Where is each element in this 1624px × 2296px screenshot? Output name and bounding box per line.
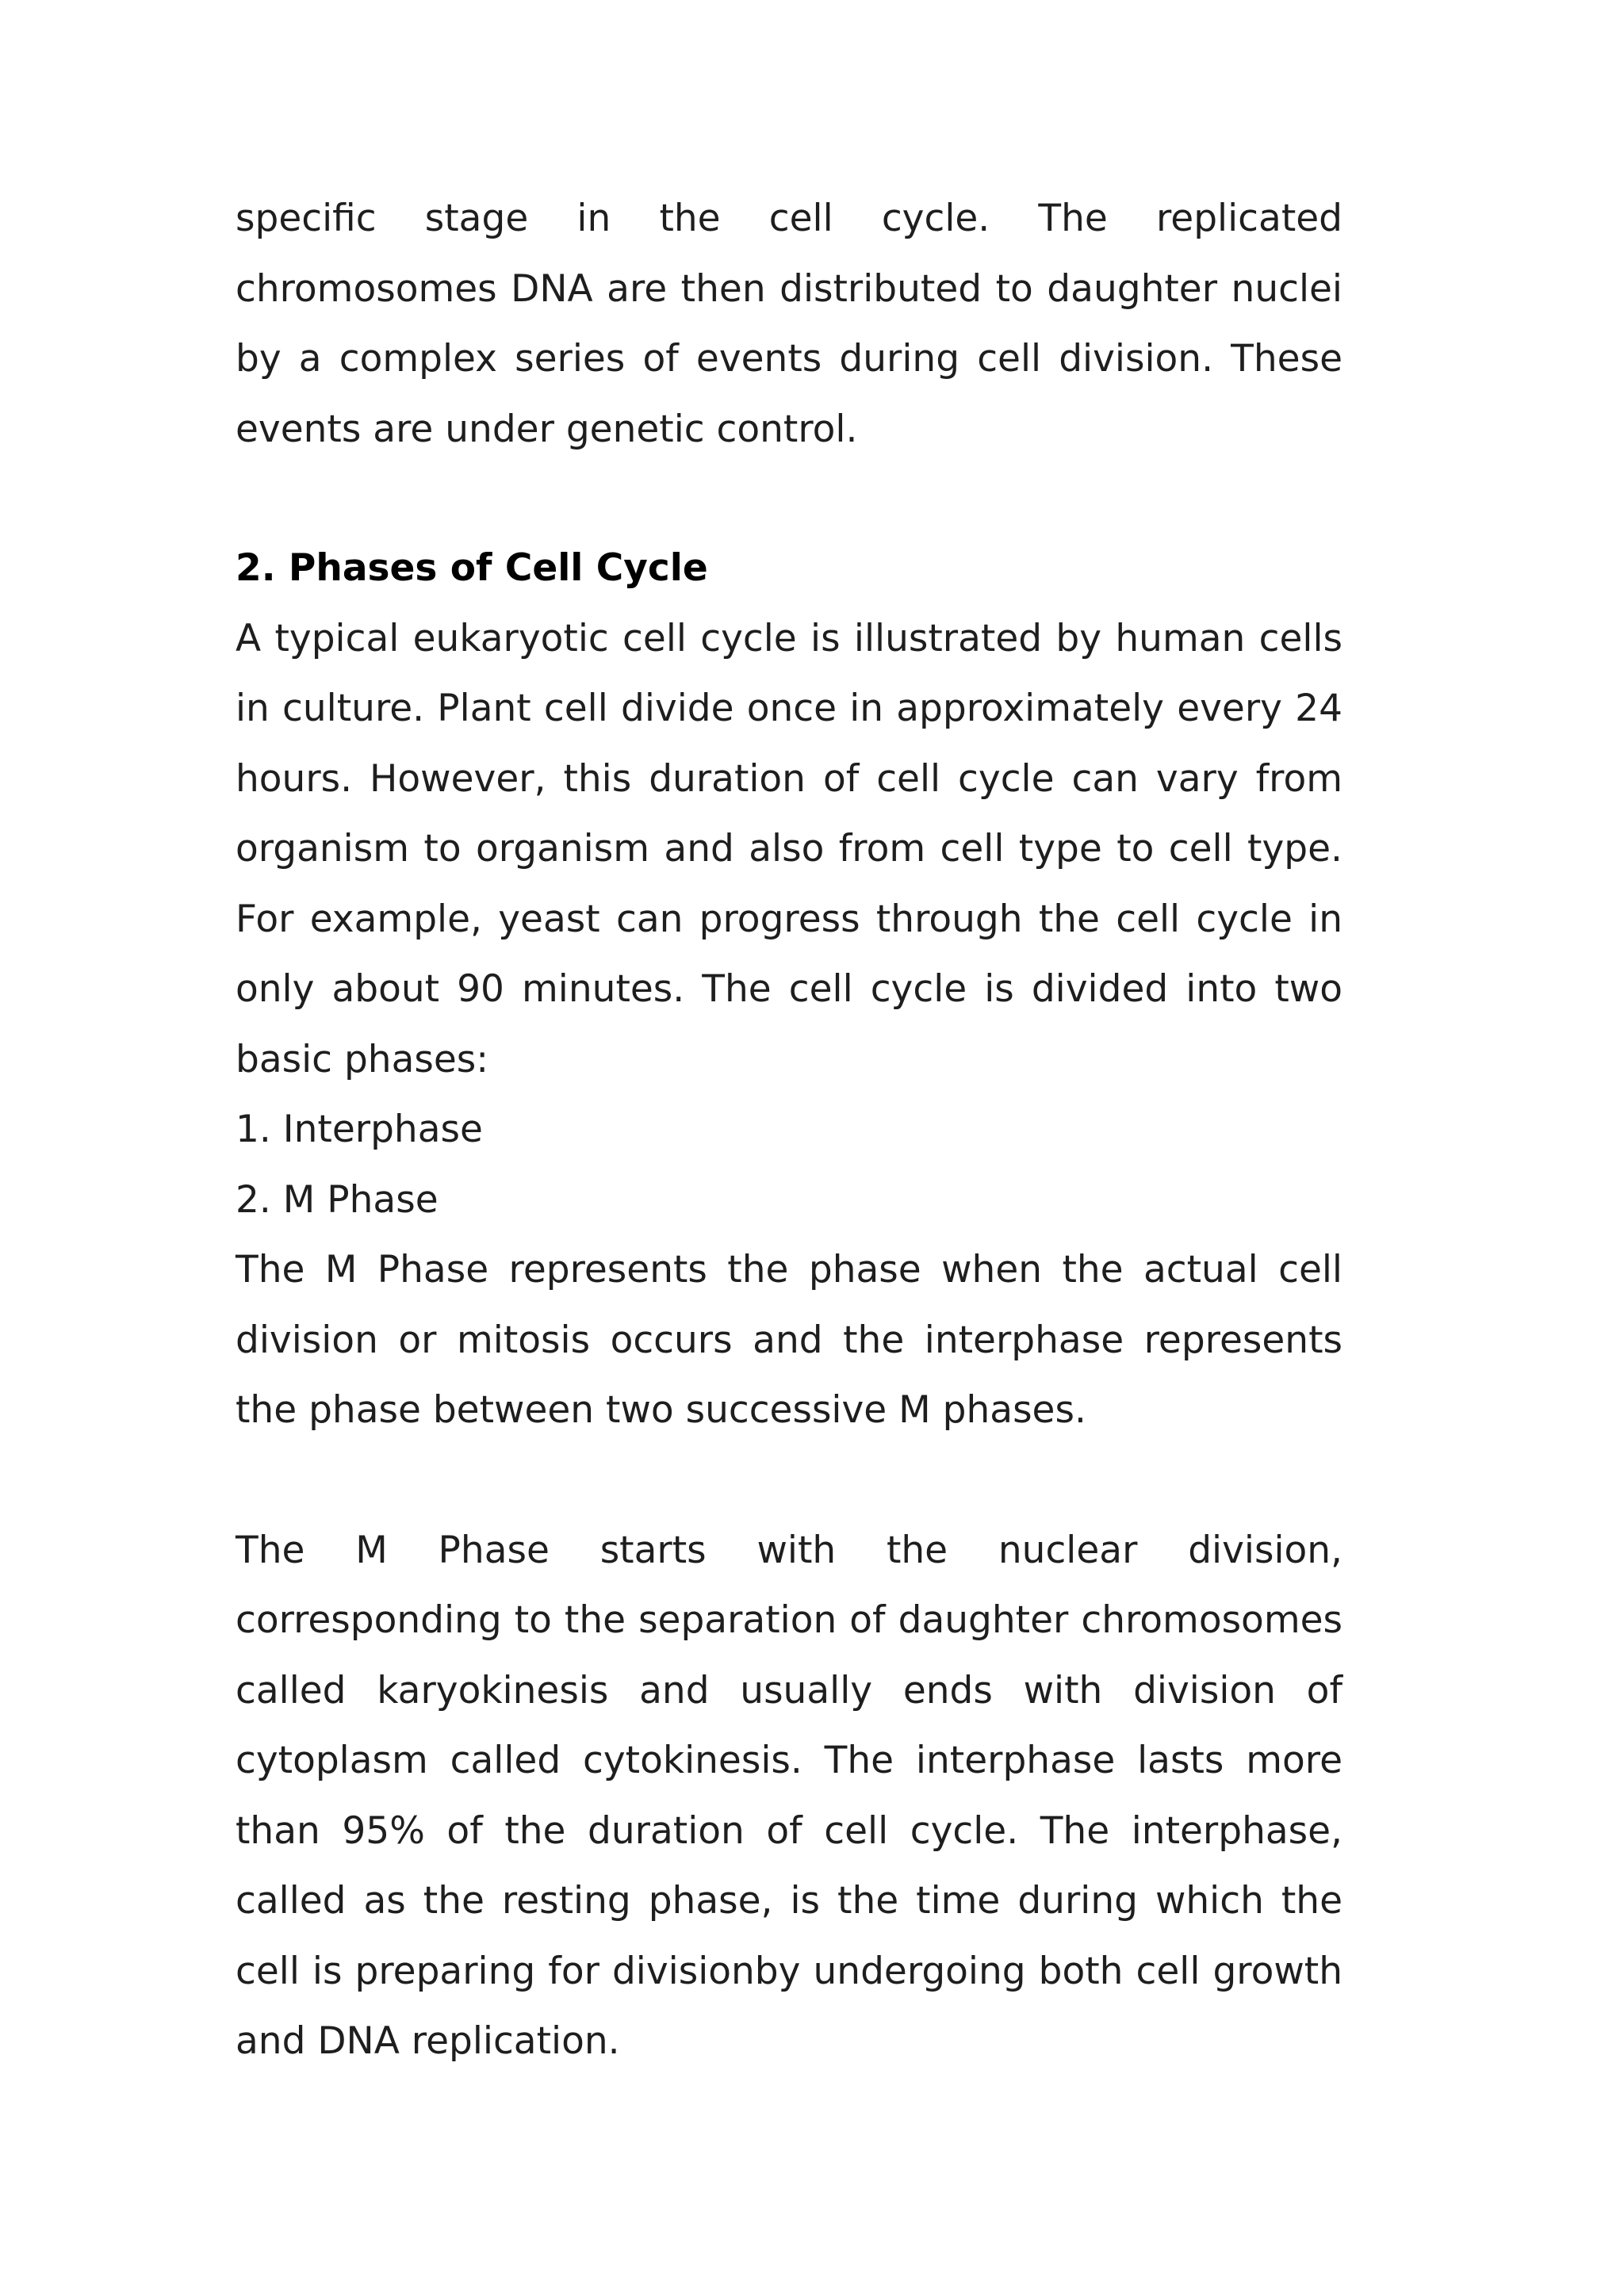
list-item-m-phase: 2. M Phase [236, 1177, 439, 1222]
section-paragraph-2: The M Phase represents the phase when the actual cell division or mitosis occurs and the interphase represents the phase between two successive M phases. [236, 1248, 1342, 1432]
intro-paragraph: specific stage in the cell cycle. The replicated chromosomes DNA are then distributed to daughter nuclei by a complex series of events during cell division. These events are under genetic control. [236, 197, 1342, 451]
section-paragraph-1: A typical eukaryotic cell cycle is illustrated by human cells in culture. Plant cell divide once in approximately every 24 hours. However, this duration of cell cycle can vary from organism to organism and also from cell type to cell type. For example, yeast can progress through the cell cycle in only about 90 minutes. The cell cycle is divided into two basic phases: [236, 616, 1342, 1081]
list-item-interphase: 1. Interphase [236, 1108, 483, 1151]
document-page [236, 184, 1342, 2077]
section-paragraph-3: The M Phase starts with the nuclear division, corresponding to the separation of daughter chromosomes called karyokinesis and usually ends with division of cytoplasm called cytokinesis. The interphase lasts more than 95% of the duration of cell cycle. The interphase, called as the resting phase, is the time during which the cell is preparing for divisionby undergoing both cell growth and DNA replication. [236, 1528, 1342, 2063]
section-heading: 2. Phases of Cell Cycle [236, 546, 708, 590]
